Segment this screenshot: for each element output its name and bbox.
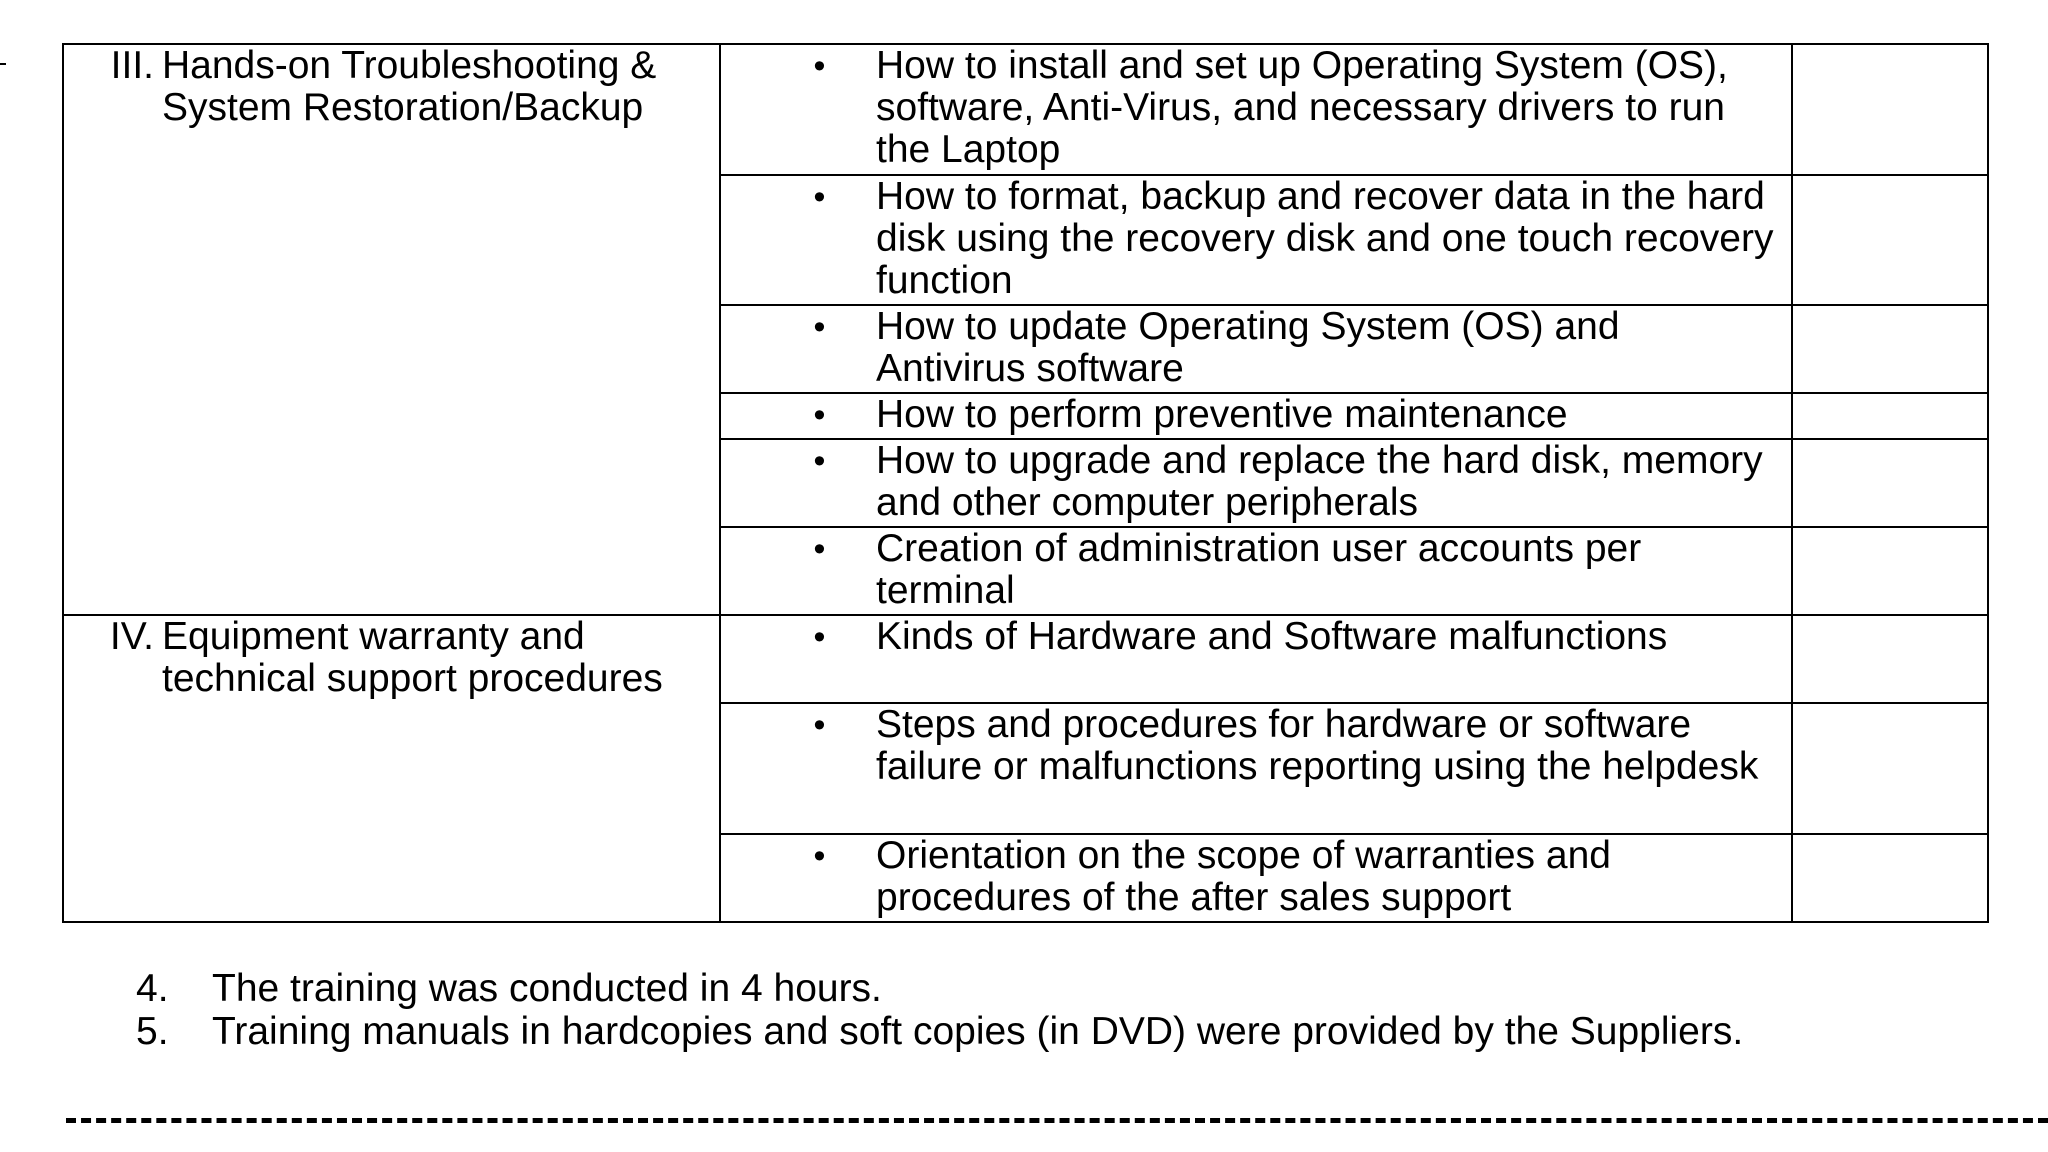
note-number: 5. <box>136 1010 169 1053</box>
item-cell <box>720 175 1792 305</box>
topic-title: Hands-on Troubleshooting & System Restoration/Backup <box>162 44 657 129</box>
check-cell <box>1792 527 1988 615</box>
item-text: Steps and procedures for hardware or software failure or malfunctions reporting using the helpdesk <box>876 703 1759 788</box>
item-text: Orientation on the scope of warranties and procedures of the after sales support <box>876 834 1611 919</box>
item-cell <box>720 834 1792 922</box>
table-row <box>63 44 1988 175</box>
bullet-icon: • <box>813 530 826 568</box>
note-text: The training was conducted in 4 hours. <box>212 967 882 1010</box>
item-text: Kinds of Hardware and Software malfunctions <box>876 615 1668 658</box>
note-text: Training manuals in hardcopies and soft copies (in DVD) were provided by the Suppliers. <box>212 1010 1744 1053</box>
item-text: How to install and set up Operating System (OS), software, Anti-Virus, and necessary drivers to run the Laptop <box>876 44 1728 171</box>
check-cell <box>1792 175 1988 305</box>
item-text: How to update Operating System (OS) and Antivirus software <box>876 305 1620 390</box>
item-text: Creation of administration user accounts per terminal <box>876 527 1642 612</box>
item-text: How to perform preventive maintenance <box>876 393 1568 436</box>
check-cell <box>1792 615 1988 703</box>
training-topics-table <box>62 43 1989 923</box>
item-cell <box>720 439 1792 527</box>
check-cell <box>1792 393 1988 439</box>
bullet-icon: • <box>813 178 826 216</box>
topic-number: IV. <box>109 615 154 658</box>
topic-cell-iv <box>63 615 720 922</box>
item-cell <box>720 615 1792 703</box>
item-text: How to upgrade and replace the hard disk, memory and other computer peripherals <box>876 439 1763 524</box>
check-cell <box>1792 834 1988 922</box>
topic-number: III. <box>110 44 154 87</box>
check-cell <box>1792 305 1988 393</box>
item-cell <box>720 44 1792 175</box>
bullet-icon: • <box>813 442 826 480</box>
bullet-icon: • <box>813 47 826 85</box>
table-row <box>63 615 1988 703</box>
margin-mark <box>0 63 6 65</box>
check-cell <box>1792 439 1988 527</box>
topic-cell-iii <box>63 44 720 615</box>
bullet-icon: • <box>813 706 826 744</box>
note-number: 4. <box>136 967 169 1010</box>
item-cell <box>720 703 1792 834</box>
bullet-icon: • <box>813 308 826 346</box>
check-cell <box>1792 44 1988 175</box>
item-cell <box>720 393 1792 439</box>
check-cell <box>1792 703 1988 834</box>
item-text: How to format, backup and recover data in the hard disk using the recovery disk and one touch recovery function <box>876 175 1774 302</box>
list-item <box>136 1010 1743 1053</box>
bullet-icon: • <box>813 837 826 875</box>
topic-title: Equipment warranty and technical support procedures <box>162 615 663 700</box>
numbered-notes <box>136 967 1743 1053</box>
bullet-icon: • <box>813 618 826 656</box>
item-cell <box>720 527 1792 615</box>
bullet-icon: • <box>813 396 826 434</box>
dashed-separator <box>66 1118 2048 1123</box>
item-cell <box>720 305 1792 393</box>
list-item <box>136 967 1743 1010</box>
